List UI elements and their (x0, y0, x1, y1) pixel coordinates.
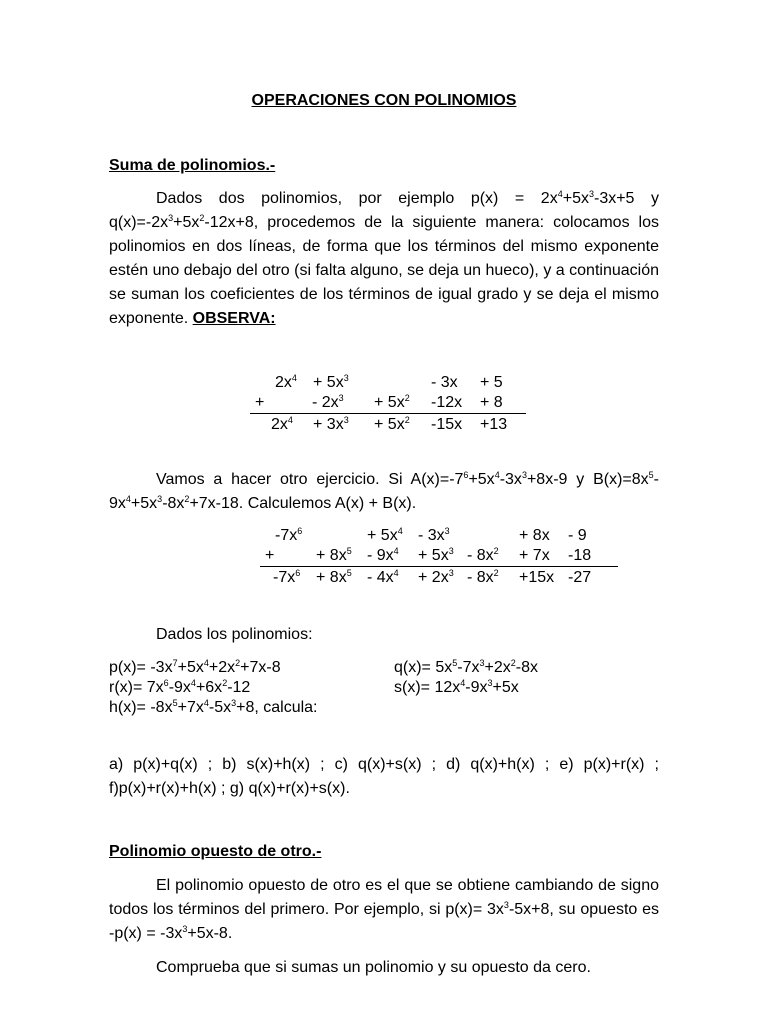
sum2-r3-c6: +15x (519, 569, 555, 586)
sum2-r1-c3: + $5x^4$ (367, 526, 403, 544)
sum2-r2-c4: + $5x^3$ (418, 546, 454, 564)
sum2-r2-c2: + $8x^5$ (316, 546, 352, 564)
sum1-result-line (250, 413, 526, 414)
sum1-r2-c3: + $5x^2$ (374, 393, 410, 411)
sum2-r3-c2: + $8x^5$ (316, 568, 352, 586)
dados-label: Dados los polinomios: (156, 626, 313, 643)
sum2-r3-c5: - $8x^2$ (467, 568, 499, 586)
sum1-r3-c2: + $3x^3$ (313, 415, 349, 433)
poly-q: $q(x)= 5x^5-7x^3+2x^2-8x$ (394, 658, 539, 676)
poly-s: $s(x)= 12x^4-9x^3+5x$ (394, 678, 519, 696)
paragraph-comprueba: Comprueba que si sumas un polinomio y su opuesto da cero. (156, 959, 591, 976)
sum2-r1-c4: - $3x^3$ (418, 526, 450, 544)
poly-p: $p(x)= -3x^7+5x^4+2x^2+7x-8$ (109, 658, 281, 676)
sum2-r1-c6: + 8x (519, 527, 550, 544)
sum1-r3-c1: $2x^4$ (271, 415, 293, 433)
sum2-r3-c1: $-7x^6$ (273, 568, 301, 586)
sum1-r1-c4: - 3x (431, 374, 458, 391)
sum1-r1-c1: $2x^4$ (275, 373, 297, 391)
exercise-list: a) p(x)+q(x) ; b) s(x)+h(x) ; c) q(x)+s(x) ; d) q(x)+h(x) ; e) p(x)+r(x) ; f)p(x)+r(x)+h(x) ; g) q(x)+r(x)+s(x). (109, 756, 659, 797)
sum-example-2 (109, 527, 659, 597)
heading-suma: Suma de polinomios.- (109, 157, 276, 174)
sum2-r3-c7: -27 (568, 569, 592, 586)
sum2-r2-c5: - $8x^2$ (467, 546, 499, 564)
sum2-r3-c3: - $4x^4$ (367, 568, 399, 586)
sum2-result-line (260, 566, 618, 567)
sum2-r1-c1: $-7x^6$ (275, 526, 303, 544)
sum2-r2-c3: - $9x^4$ (367, 546, 399, 564)
poly-h: $h(x)= -8x^5+7x^4-5x^3+8$, calcula: (109, 698, 318, 716)
sum-example-1 (109, 374, 659, 444)
sum1-r1-c5: + 5 (480, 374, 503, 391)
sum1-r2-c2: - $2x^3$ (312, 393, 344, 411)
sum2-r1-c7: - 9 (568, 527, 587, 544)
paragraph-suma: Dados dos polinomios, por ejemplo $p(x) = 2x^4+5x^3-3x+5$ y $q(x)=-2x^3+5x^2-12x+8$, procedemos de la siguiente manera: colocamos los polinomios en dos líneas, de forma que los términos del mismo exponente estén uno debajo del otro (si falta alguno, se deja un hueco), y a continuación se suman los coeficientes de los términos de igual grado y se deja el mismo exponente. OBSERVA: (109, 189, 659, 327)
sum1-r3-c5: +13 (480, 416, 508, 433)
sum1-r3-c4: -15x (431, 416, 463, 433)
sum2-r2-c7: -18 (568, 547, 592, 564)
polynomial-definitions (109, 658, 659, 720)
sum2-r2-c6: + 7x (519, 547, 550, 564)
sum1-r2-c4: -12x (431, 394, 463, 411)
heading-opuesto: Polinomio opuesto de otro.- (109, 843, 322, 860)
poly-r: $r(x)= 7x^6-9x^4+6x^2-12$ (109, 678, 251, 696)
paragraph-opuesto: El polinomio opuesto de otro es el que se obtiene cambiando de signo todos los términos del primero. Por ejemplo, si $p(x)= 3x^3-5x+8$, su opuesto es $-p(x) = -3x^3+5x-8$. (109, 877, 659, 942)
sum1-r1-c2: + $5x^3$ (313, 373, 349, 391)
sum1-plus-sign: + (255, 394, 265, 411)
sum1-r3-c3: + $5x^2$ (374, 415, 410, 433)
sum2-plus-sign: + (265, 547, 275, 564)
sum2-r3-c4: + $2x^3$ (418, 568, 454, 586)
sum1-r2-c5: + 8 (480, 394, 503, 411)
paragraph-ejercicio: Vamos a hacer otro ejercicio. Si $A(x)=-7^6+5x^4-3x^3+8x-9$ y $B(x)=8x^5-9x^4+5x^3-8x^2+7x-18$. Calculemos A(x) + B(x). (109, 470, 659, 512)
page-title: OPERACIONES CON POLINOMIOS (251, 92, 517, 109)
